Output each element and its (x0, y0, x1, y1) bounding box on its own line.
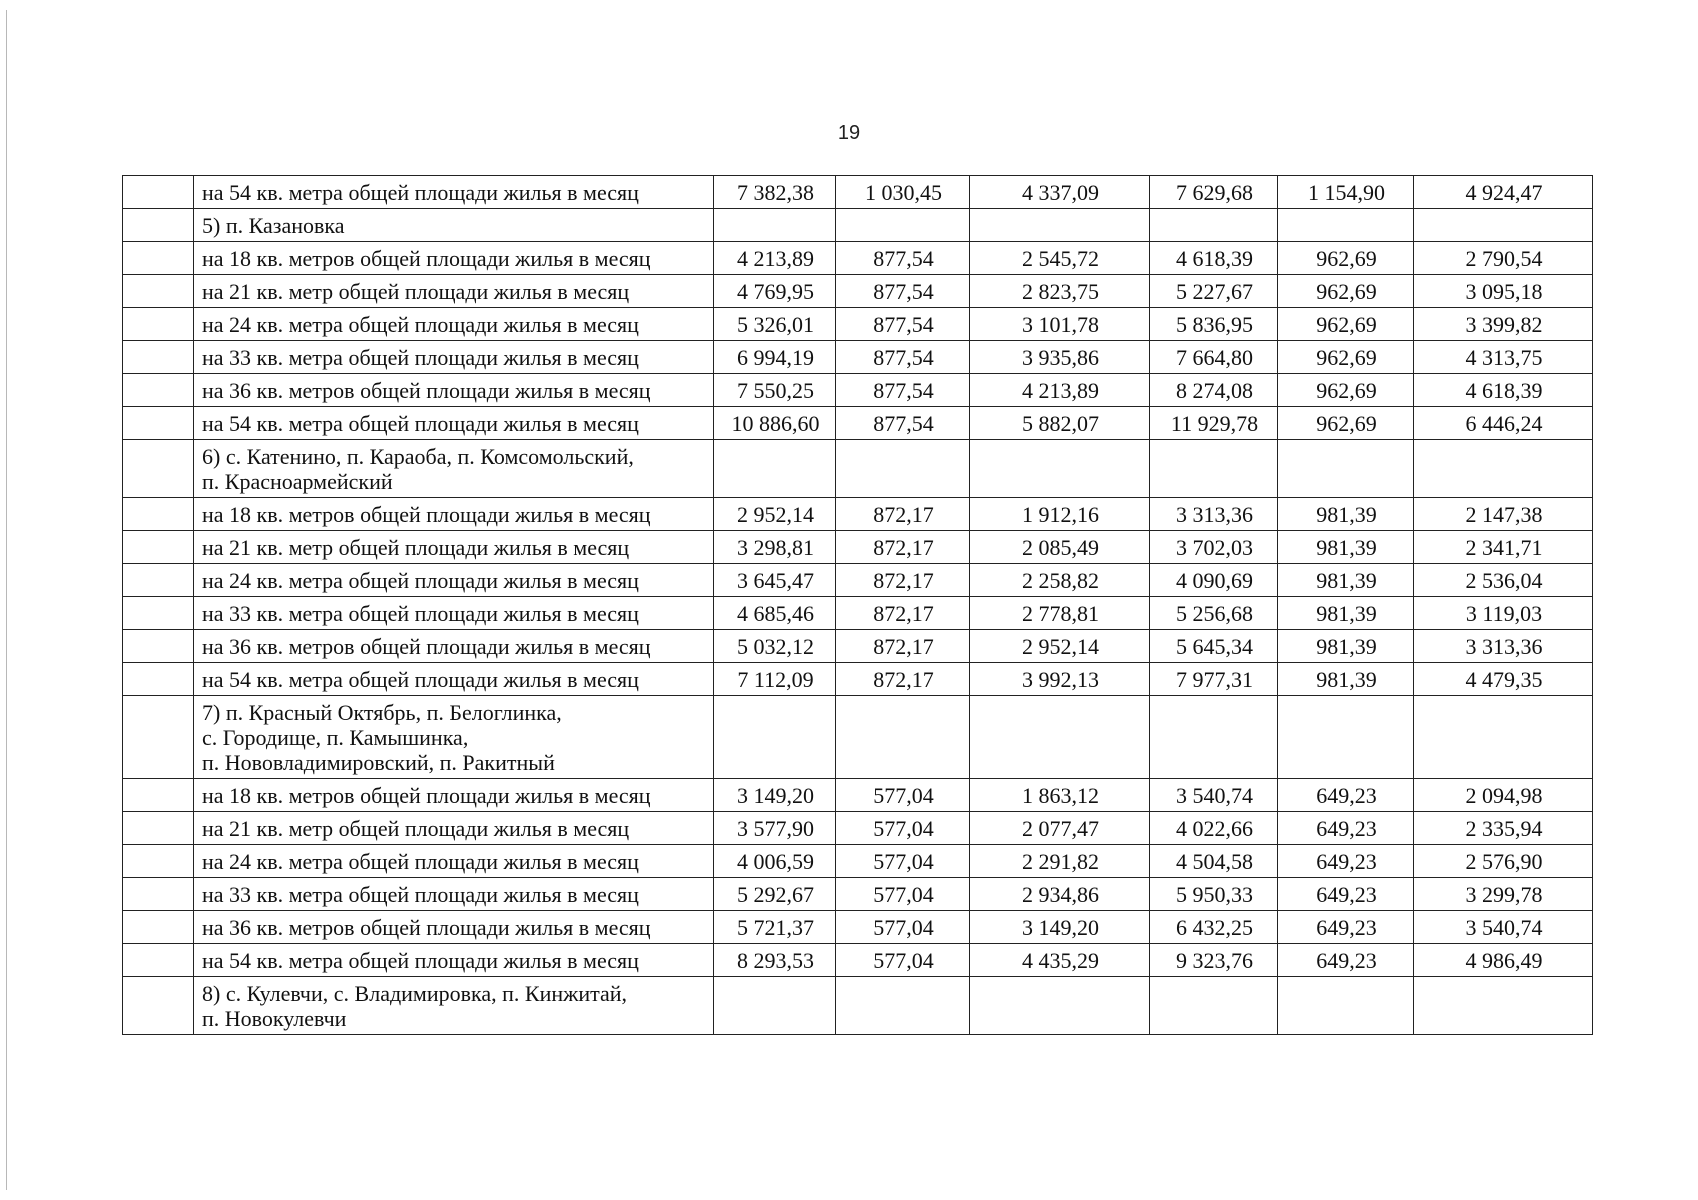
value-cell-4: 7 977,31 (1150, 663, 1278, 696)
settlement-group-row (123, 696, 1593, 779)
label-line: на 36 кв. метров общей площади жилья в месяц (202, 378, 651, 403)
value-cell-3: 1 863,12 (970, 779, 1150, 812)
value-cell-3: 3 992,13 (970, 663, 1150, 696)
value-cell-1: 3 149,20 (714, 779, 836, 812)
value-cell-6: 3 119,03 (1414, 597, 1593, 630)
table-row (123, 812, 1593, 845)
value-cell-2 (836, 209, 970, 242)
value-cell-5 (1278, 440, 1414, 498)
area-norm-label (194, 176, 714, 209)
value-cell-2: 577,04 (836, 845, 970, 878)
value-cell-5: 962,69 (1278, 374, 1414, 407)
row-index-cell (123, 944, 194, 977)
value-cell-5: 962,69 (1278, 275, 1414, 308)
label-line: на 33 кв. метра общей площади жилья в месяц (202, 601, 639, 626)
value-cell-3: 2 952,14 (970, 630, 1150, 663)
value-cell-1 (714, 440, 836, 498)
value-cell-1: 5 326,01 (714, 308, 836, 341)
page-number: 19 (837, 122, 861, 144)
value-cell-1: 10 886,60 (714, 407, 836, 440)
value-cell-5 (1278, 696, 1414, 779)
label-line: на 18 кв. метров общей площади жилья в месяц (202, 502, 651, 527)
value-cell-2: 577,04 (836, 944, 970, 977)
value-cell-4: 5 227,67 (1150, 275, 1278, 308)
area-norm-label (194, 531, 714, 564)
area-norm-label (194, 407, 714, 440)
value-cell-6: 2 341,71 (1414, 531, 1593, 564)
value-cell-5: 1 154,90 (1278, 176, 1414, 209)
value-cell-4: 5 256,68 (1150, 597, 1278, 630)
row-index-cell (123, 242, 194, 275)
row-index-cell (123, 176, 194, 209)
value-cell-6: 3 299,78 (1414, 878, 1593, 911)
value-cell-2 (836, 977, 970, 1035)
value-cell-5: 981,39 (1278, 663, 1414, 696)
area-norm-label (194, 275, 714, 308)
label-line: на 18 кв. метров общей площади жилья в месяц (202, 246, 651, 271)
value-cell-4: 3 313,36 (1150, 498, 1278, 531)
value-cell-3 (970, 440, 1150, 498)
value-cell-5: 962,69 (1278, 242, 1414, 275)
value-cell-4: 7 629,68 (1150, 176, 1278, 209)
value-cell-5: 962,69 (1278, 308, 1414, 341)
value-cell-3: 2 258,82 (970, 564, 1150, 597)
value-cell-4: 11 929,78 (1150, 407, 1278, 440)
value-cell-6: 3 095,18 (1414, 275, 1593, 308)
table-row (123, 308, 1593, 341)
label-line: на 33 кв. метра общей площади жилья в месяц (202, 882, 639, 907)
value-cell-4: 5 645,34 (1150, 630, 1278, 663)
value-cell-4: 3 540,74 (1150, 779, 1278, 812)
value-cell-5: 649,23 (1278, 812, 1414, 845)
row-index-cell (123, 630, 194, 663)
value-cell-1: 4 213,89 (714, 242, 836, 275)
value-cell-6 (1414, 977, 1593, 1035)
value-cell-3: 2 077,47 (970, 812, 1150, 845)
row-index-cell (123, 341, 194, 374)
settlement-group-row (123, 209, 1593, 242)
value-cell-4: 4 504,58 (1150, 845, 1278, 878)
value-cell-1 (714, 209, 836, 242)
table-row (123, 878, 1593, 911)
value-cell-3: 4 337,09 (970, 176, 1150, 209)
value-cell-4: 4 090,69 (1150, 564, 1278, 597)
value-cell-6: 4 986,49 (1414, 944, 1593, 977)
table-body (123, 176, 1593, 1035)
settlement-group-row (123, 977, 1593, 1035)
table-row (123, 663, 1593, 696)
row-index-cell (123, 878, 194, 911)
value-cell-5 (1278, 977, 1414, 1035)
value-cell-1: 7 112,09 (714, 663, 836, 696)
table-row (123, 779, 1593, 812)
area-norm-label (194, 308, 714, 341)
label-line: на 36 кв. метров общей площади жилья в месяц (202, 634, 651, 659)
value-cell-6: 4 313,75 (1414, 341, 1593, 374)
value-cell-3: 3 149,20 (970, 911, 1150, 944)
value-cell-1: 5 032,12 (714, 630, 836, 663)
row-index-cell (123, 779, 194, 812)
value-cell-6 (1414, 209, 1593, 242)
tariff-table (122, 175, 1593, 1035)
value-cell-4: 9 323,76 (1150, 944, 1278, 977)
label-line: с. Городище, п. Камышинка, (202, 725, 469, 750)
value-cell-1: 3 645,47 (714, 564, 836, 597)
value-cell-4: 4 022,66 (1150, 812, 1278, 845)
label-line: п. Новокулевчи (202, 1006, 347, 1031)
value-cell-5: 649,23 (1278, 944, 1414, 977)
value-cell-4 (1150, 696, 1278, 779)
value-cell-6: 4 479,35 (1414, 663, 1593, 696)
row-index-cell (123, 308, 194, 341)
value-cell-2 (836, 696, 970, 779)
label-line: на 21 кв. метр общей площади жилья в месяц (202, 816, 630, 841)
area-norm-label (194, 845, 714, 878)
table-row (123, 341, 1593, 374)
value-cell-6: 4 924,47 (1414, 176, 1593, 209)
label-line: на 24 кв. метра общей площади жилья в месяц (202, 568, 639, 593)
value-cell-4 (1150, 977, 1278, 1035)
value-cell-6: 4 618,39 (1414, 374, 1593, 407)
value-cell-4: 4 618,39 (1150, 242, 1278, 275)
table-row (123, 597, 1593, 630)
label-line: 7) п. Красный Октябрь, п. Белоглинка, (202, 700, 562, 725)
value-cell-6: 6 446,24 (1414, 407, 1593, 440)
table-row (123, 630, 1593, 663)
value-cell-3: 3 935,86 (970, 341, 1150, 374)
value-cell-5: 981,39 (1278, 630, 1414, 663)
settlement-group-row (123, 440, 1593, 498)
value-cell-6 (1414, 440, 1593, 498)
label-line: на 24 кв. метра общей площади жилья в месяц (202, 849, 639, 874)
row-index-cell (123, 696, 194, 779)
value-cell-3 (970, 977, 1150, 1035)
value-cell-6 (1414, 696, 1593, 779)
row-index-cell (123, 597, 194, 630)
value-cell-4: 5 836,95 (1150, 308, 1278, 341)
value-cell-2: 872,17 (836, 630, 970, 663)
value-cell-2: 1 030,45 (836, 176, 970, 209)
value-cell-1: 7 550,25 (714, 374, 836, 407)
label-line: на 54 кв. метра общей площади жилья в месяц (202, 411, 639, 436)
value-cell-6: 2 147,38 (1414, 498, 1593, 531)
value-cell-1: 2 952,14 (714, 498, 836, 531)
area-norm-label (194, 911, 714, 944)
label-line: 5) п. Казановка (202, 213, 345, 238)
label-line: на 54 кв. метра общей площади жилья в месяц (202, 667, 639, 692)
row-index-cell (123, 564, 194, 597)
value-cell-2: 877,54 (836, 275, 970, 308)
value-cell-1: 5 721,37 (714, 911, 836, 944)
table-row (123, 564, 1593, 597)
value-cell-1 (714, 977, 836, 1035)
table-row (123, 242, 1593, 275)
table-row (123, 176, 1593, 209)
value-cell-1: 4 769,95 (714, 275, 836, 308)
row-index-cell (123, 498, 194, 531)
area-norm-label (194, 878, 714, 911)
value-cell-2: 877,54 (836, 242, 970, 275)
table-row (123, 944, 1593, 977)
value-cell-3: 2 545,72 (970, 242, 1150, 275)
settlement-group-label (194, 209, 714, 242)
row-index-cell (123, 275, 194, 308)
value-cell-1: 6 994,19 (714, 341, 836, 374)
value-cell-3: 4 435,29 (970, 944, 1150, 977)
value-cell-5: 962,69 (1278, 341, 1414, 374)
label-line: п. Красноармейский (202, 469, 393, 494)
value-cell-3: 2 085,49 (970, 531, 1150, 564)
label-line: 8) с. Кулевчи, с. Владимировка, п. Кинжитай, (202, 981, 628, 1006)
area-norm-label (194, 564, 714, 597)
value-cell-1: 7 382,38 (714, 176, 836, 209)
value-cell-3: 2 291,82 (970, 845, 1150, 878)
value-cell-1: 4 006,59 (714, 845, 836, 878)
label-line: на 24 кв. метра общей площади жилья в месяц (202, 312, 639, 337)
area-norm-label (194, 374, 714, 407)
value-cell-3 (970, 209, 1150, 242)
value-cell-6: 2 335,94 (1414, 812, 1593, 845)
value-cell-2: 577,04 (836, 812, 970, 845)
area-norm-label (194, 779, 714, 812)
value-cell-2: 877,54 (836, 341, 970, 374)
row-index-cell (123, 977, 194, 1035)
label-line: на 18 кв. метров общей площади жилья в месяц (202, 783, 651, 808)
value-cell-5: 981,39 (1278, 564, 1414, 597)
value-cell-3: 2 934,86 (970, 878, 1150, 911)
area-norm-label (194, 341, 714, 374)
row-index-cell (123, 407, 194, 440)
value-cell-4: 6 432,25 (1150, 911, 1278, 944)
value-cell-2 (836, 440, 970, 498)
value-cell-6: 2 094,98 (1414, 779, 1593, 812)
value-cell-4: 3 702,03 (1150, 531, 1278, 564)
label-line: на 21 кв. метр общей площади жилья в месяц (202, 279, 630, 304)
value-cell-6: 2 576,90 (1414, 845, 1593, 878)
value-cell-2: 877,54 (836, 308, 970, 341)
settlement-group-label (194, 696, 714, 779)
value-cell-5: 981,39 (1278, 531, 1414, 564)
value-cell-5: 649,23 (1278, 845, 1414, 878)
value-cell-1 (714, 696, 836, 779)
area-norm-label (194, 597, 714, 630)
value-cell-1: 8 293,53 (714, 944, 836, 977)
row-index-cell (123, 531, 194, 564)
value-cell-2: 872,17 (836, 663, 970, 696)
area-norm-label (194, 242, 714, 275)
row-index-cell (123, 440, 194, 498)
table-row (123, 911, 1593, 944)
table-row (123, 498, 1593, 531)
value-cell-2: 872,17 (836, 498, 970, 531)
value-cell-1: 5 292,67 (714, 878, 836, 911)
table-row (123, 374, 1593, 407)
value-cell-6: 2 790,54 (1414, 242, 1593, 275)
value-cell-4: 8 274,08 (1150, 374, 1278, 407)
table-row (123, 275, 1593, 308)
row-index-cell (123, 845, 194, 878)
table-row (123, 407, 1593, 440)
value-cell-4: 5 950,33 (1150, 878, 1278, 911)
value-cell-2: 872,17 (836, 597, 970, 630)
value-cell-3: 3 101,78 (970, 308, 1150, 341)
value-cell-4 (1150, 209, 1278, 242)
value-cell-5: 649,23 (1278, 911, 1414, 944)
area-norm-label (194, 944, 714, 977)
label-line: на 36 кв. метров общей площади жилья в месяц (202, 915, 651, 940)
value-cell-1: 3 298,81 (714, 531, 836, 564)
value-cell-1: 3 577,90 (714, 812, 836, 845)
value-cell-5: 649,23 (1278, 878, 1414, 911)
settlement-group-label (194, 977, 714, 1035)
row-index-cell (123, 663, 194, 696)
value-cell-3: 5 882,07 (970, 407, 1150, 440)
area-norm-label (194, 498, 714, 531)
label-line: на 54 кв. метра общей площади жилья в месяц (202, 180, 639, 205)
label-line: на 54 кв. метра общей площади жилья в месяц (202, 948, 639, 973)
table-row (123, 531, 1593, 564)
area-norm-label (194, 630, 714, 663)
value-cell-4: 7 664,80 (1150, 341, 1278, 374)
value-cell-5: 981,39 (1278, 498, 1414, 531)
value-cell-3 (970, 696, 1150, 779)
label-line: 6) с. Катенино, п. Караоба, п. Комсомольский, (202, 444, 634, 469)
row-index-cell (123, 209, 194, 242)
value-cell-2: 577,04 (836, 911, 970, 944)
value-cell-5: 962,69 (1278, 407, 1414, 440)
area-norm-label (194, 812, 714, 845)
area-norm-label (194, 663, 714, 696)
value-cell-2: 872,17 (836, 564, 970, 597)
scan-edge-line (6, 10, 7, 1190)
value-cell-5: 981,39 (1278, 597, 1414, 630)
value-cell-2: 577,04 (836, 779, 970, 812)
label-line: на 21 кв. метр общей площади жилья в месяц (202, 535, 630, 560)
value-cell-6: 3 313,36 (1414, 630, 1593, 663)
value-cell-6: 2 536,04 (1414, 564, 1593, 597)
settlement-group-label (194, 440, 714, 498)
label-line: п. Нововладимировский, п. Ракитный (202, 750, 555, 775)
value-cell-6: 3 540,74 (1414, 911, 1593, 944)
label-line: на 33 кв. метра общей площади жилья в месяц (202, 345, 639, 370)
value-cell-4 (1150, 440, 1278, 498)
row-index-cell (123, 812, 194, 845)
value-cell-5: 649,23 (1278, 779, 1414, 812)
row-index-cell (123, 911, 194, 944)
value-cell-3: 2 778,81 (970, 597, 1150, 630)
value-cell-2: 877,54 (836, 407, 970, 440)
value-cell-3: 2 823,75 (970, 275, 1150, 308)
value-cell-3: 4 213,89 (970, 374, 1150, 407)
value-cell-6: 3 399,82 (1414, 308, 1593, 341)
value-cell-1: 4 685,46 (714, 597, 836, 630)
value-cell-5 (1278, 209, 1414, 242)
table-row (123, 845, 1593, 878)
row-index-cell (123, 374, 194, 407)
value-cell-2: 577,04 (836, 878, 970, 911)
value-cell-2: 877,54 (836, 374, 970, 407)
value-cell-3: 1 912,16 (970, 498, 1150, 531)
value-cell-2: 872,17 (836, 531, 970, 564)
